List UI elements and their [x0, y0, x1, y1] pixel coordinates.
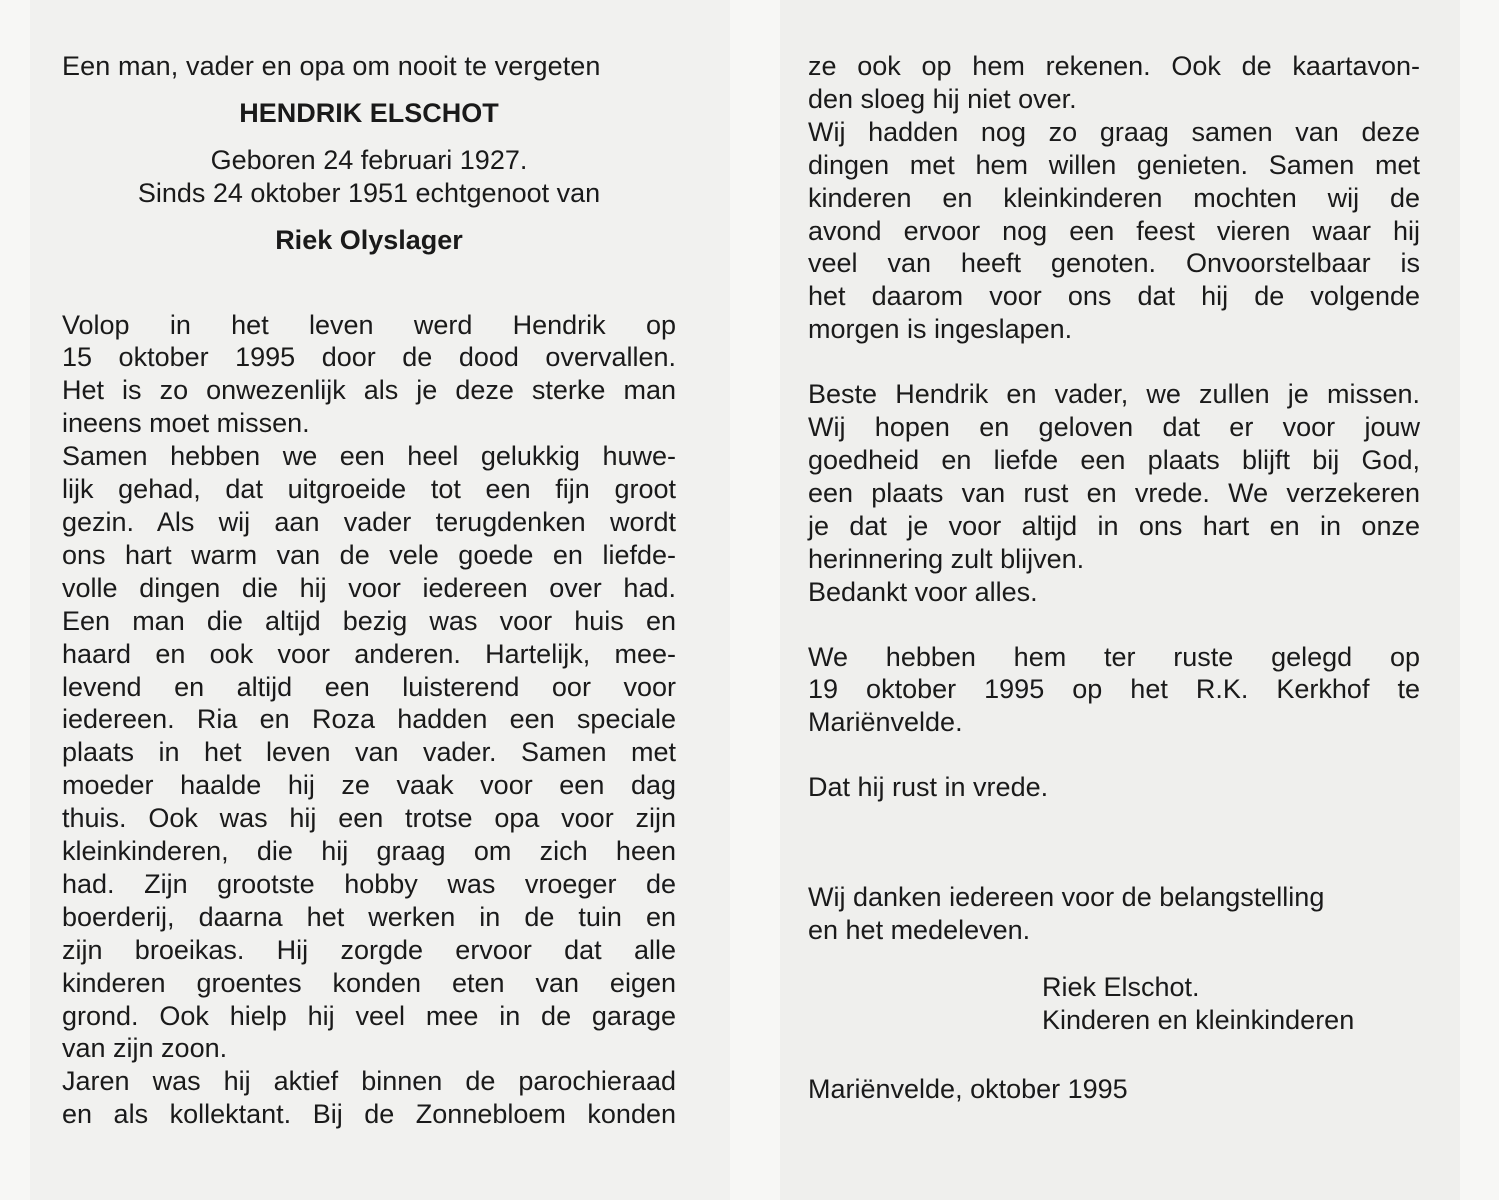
- body-line: avond ervoor nog een feest vieren waar hij: [808, 215, 1420, 246]
- body-line: en als kollektant. Bij de Zonnebloem konden: [62, 1099, 676, 1130]
- body-line: had. Zijn grootste hobby was vroeger de: [62, 868, 676, 899]
- left-column: [62, 50, 676, 1131]
- right-para-2: [808, 378, 1420, 608]
- body-line: lijk gehad, dat uitgroeide tot een fijn groot: [62, 474, 676, 505]
- body-line: goedheid en liefde een plaats blijft bij God,: [808, 444, 1420, 475]
- body-line: je dat je voor altijd in ons hart en in onze: [808, 510, 1420, 541]
- place-date: Mariënvelde, oktober 1995: [808, 1073, 1128, 1104]
- body-line: Bedankt voor alles.: [808, 576, 1038, 607]
- body-line: volle dingen die hij voor iedereen over had.: [62, 572, 676, 603]
- body-line: 15 oktober 1995 door de dood overvallen.: [62, 342, 676, 373]
- body-line: boerderij, daarna het werken in de tuin en: [62, 901, 676, 932]
- body-line: haard en ook voor anderen. Hartelijk, mee-: [62, 638, 676, 669]
- body-line: 19 oktober 1995 op het R.K. Kerkhof te: [808, 674, 1420, 705]
- body-line: kinderen en kleinkinderen mochten wij de: [808, 182, 1420, 213]
- right-para-1: [808, 50, 1420, 346]
- body-line: dingen met hem willen genieten. Samen met: [808, 149, 1420, 180]
- spacer: [808, 804, 1420, 881]
- thanks-block: [808, 881, 1420, 947]
- right-para-3: [808, 641, 1420, 740]
- spacer: [808, 346, 1420, 378]
- left-body: [62, 309, 676, 1132]
- body-line: morgen is ingeslapen.: [808, 314, 1073, 345]
- signature-block: [808, 971, 1420, 1037]
- body-line: Een man die altijd bezig was voor huis en: [62, 605, 676, 636]
- rest-in-peace: Dat hij rust in vrede.: [808, 772, 1049, 803]
- body-line: Jaren was hij aktief binnen de parochieraad: [62, 1066, 676, 1097]
- spacer: [808, 609, 1420, 641]
- deceased-name: HENDRIK ELSCHOT: [239, 97, 499, 128]
- body-line: We hebben hem ter ruste gelegd op: [808, 641, 1420, 672]
- spacer: [808, 947, 1420, 971]
- body-line: een plaats van rust en vrede. We verzekeren: [808, 477, 1420, 508]
- body-line: Mariënvelde.: [808, 707, 963, 738]
- body-line: ons hart warm van de vele goede en liefde-: [62, 539, 676, 570]
- body-line: Beste Hendrik en vader, we zullen je missen.: [808, 379, 1420, 410]
- body-line: Het is zo onwezenlijk als je deze sterke man: [62, 375, 676, 406]
- body-line: den sloeg hij niet over.: [808, 83, 1077, 114]
- spacer: [808, 1037, 1420, 1073]
- spouse-name: Riek Olyslager: [275, 224, 463, 255]
- body-line: herinnering zult blijven.: [808, 543, 1085, 574]
- body-line: gezin. Als wij aan vader terugdenken wordt: [62, 506, 676, 537]
- body-line: Wij hadden nog zo graag samen van deze: [808, 116, 1420, 147]
- body-line: moeder haalde hij ze vaak voor een dag: [62, 770, 676, 801]
- spacer: [808, 739, 1420, 771]
- thanks-line: en het medeleven.: [808, 915, 1031, 946]
- body-line: ze ook op hem rekenen. Ook de kaartavon-: [808, 51, 1420, 81]
- body-line: veel van heeft genoten. Onvoorstelbaar is: [808, 248, 1420, 279]
- body-line: Samen hebben we een heel gelukkig huwe-: [62, 441, 676, 472]
- signature-line: Riek Elschot.: [1042, 971, 1200, 1002]
- body-line: kleinkinderen, die hij graag om zich heen: [62, 836, 676, 867]
- body-line: Volop in het leven werd Hendrik op: [62, 309, 676, 340]
- body-line: kinderen groentes konden eten van eigen: [62, 967, 676, 998]
- body-line: grond. Ook hielp hij veel mee in de garage: [62, 1000, 676, 1031]
- body-line: ineens moet missen.: [62, 408, 310, 439]
- married-line: Sinds 24 oktober 1951 echtgenoot van: [137, 177, 601, 208]
- body-line: zijn broeikas. Hij zorgde ervoor dat alle: [62, 934, 676, 965]
- right-column: [808, 50, 1420, 1106]
- thanks-line: Wij danken iedereen voor de belangstelling: [808, 882, 1325, 913]
- body-line: Wij hopen en geloven dat er voor jouw: [808, 412, 1420, 443]
- body-line: plaats in het leven van vader. Samen met: [62, 737, 676, 768]
- body-line: het daarom voor ons dat hij de volgende: [808, 281, 1420, 312]
- signature-line: Kinderen en kleinkinderen: [1042, 1004, 1355, 1035]
- spacer: [62, 257, 676, 309]
- body-line: levend en altijd een luisterend oor voor: [62, 671, 676, 702]
- birth-line: Geboren 24 februari 1927.: [210, 144, 528, 175]
- intro-line: Een man, vader en opa om nooit te vergeten: [62, 51, 601, 81]
- body-line: thuis. Ook was hij een trotse opa voor zijn: [62, 803, 676, 834]
- body-line: van zijn zoon.: [62, 1033, 228, 1064]
- body-line: iedereen. Ria en Roza hadden een speciale: [62, 704, 676, 735]
